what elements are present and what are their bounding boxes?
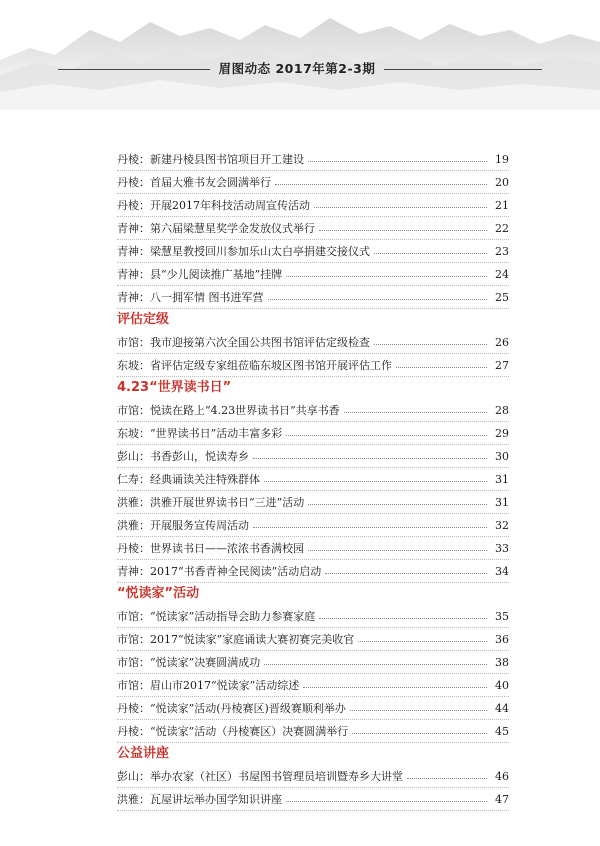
entry-source: 彭山： — [117, 769, 150, 783]
entry-page-number: 47 — [495, 792, 509, 806]
entry-source: 丹棱： — [117, 701, 150, 715]
entry-source: 丹棱： — [117, 724, 150, 738]
dot-leader — [286, 801, 487, 802]
entry-source: 东坡： — [117, 426, 150, 440]
dot-leader — [325, 573, 487, 574]
entry-source: 市馆： — [117, 335, 150, 349]
entry-page-number: 19 — [495, 152, 509, 166]
dot-leader — [350, 710, 487, 711]
entry-source: 彭山： — [117, 449, 150, 463]
toc-entry[interactable] — [117, 674, 509, 697]
entry-page-number: 36 — [495, 632, 509, 646]
dot-leader — [407, 778, 487, 779]
toc-entry[interactable] — [117, 788, 509, 811]
entry-page-number: 34 — [495, 564, 509, 578]
entry-page-number: 45 — [495, 724, 509, 738]
entry-page-number: 44 — [495, 701, 509, 715]
entry-source: 仁寿： — [117, 472, 150, 486]
toc-entry[interactable] — [117, 468, 509, 491]
entry-page-number: 22 — [495, 221, 509, 235]
entry-title: 世界读书日——浓浓书香满校园 — [150, 541, 304, 555]
entry-page-number: 28 — [495, 403, 509, 417]
entry-source: 市馆： — [117, 678, 150, 692]
dot-leader — [314, 207, 487, 208]
toc-entry[interactable] — [117, 491, 509, 514]
entry-title: 开展服务宣传周活动 — [150, 518, 249, 532]
toc-entry[interactable] — [117, 651, 509, 674]
page-header-title: 眉图动态 2017年第2-3期 — [218, 61, 376, 76]
table-of-contents — [117, 148, 509, 811]
entry-source: 市馆： — [117, 403, 150, 417]
entry-source: 青神： — [117, 221, 150, 235]
dot-leader — [264, 664, 487, 665]
dot-leader — [268, 299, 488, 300]
entry-page-number: 38 — [495, 655, 509, 669]
entry-page-number: 33 — [495, 541, 509, 555]
entry-source: 洪雅： — [117, 518, 150, 532]
mountain-banner — [0, 0, 600, 110]
dot-leader — [344, 412, 487, 413]
entry-source: 丹棱： — [117, 541, 150, 555]
entry-title: 瓦屋讲坛举办国学知识讲座 — [150, 792, 282, 806]
toc-entry[interactable] — [117, 171, 509, 194]
toc-entry[interactable] — [117, 605, 509, 628]
entry-source: 丹棱： — [117, 175, 150, 189]
dot-leader — [396, 367, 487, 368]
entry-source: 洪雅： — [117, 495, 150, 509]
entry-title: 第六届梁慧星奖学金发放仪式举行 — [150, 221, 315, 235]
header-rule-left — [58, 69, 210, 70]
entry-source: 东坡： — [117, 358, 150, 372]
dot-leader — [303, 687, 487, 688]
entry-source: 青神： — [117, 290, 150, 304]
dot-leader — [352, 733, 487, 734]
entry-page-number: 23 — [495, 244, 509, 258]
entry-title: “悦读家”决赛圆满成功 — [150, 655, 261, 669]
entry-title: 我市迎接第六次全国公共图书馆评估定级检查 — [150, 335, 370, 349]
toc-entry[interactable] — [117, 354, 509, 377]
toc-entry[interactable] — [117, 148, 509, 171]
entry-page-number: 21 — [495, 198, 509, 212]
entry-source: 青神： — [117, 267, 150, 281]
dot-leader — [275, 184, 487, 185]
entry-page-number: 26 — [495, 335, 509, 349]
entry-source: 市馆： — [117, 632, 150, 646]
entry-page-number: 40 — [495, 678, 509, 692]
toc-entry[interactable] — [117, 399, 509, 422]
entry-title: 2017“书香青神全民阅读”活动启动 — [150, 564, 322, 578]
dot-leader — [286, 276, 487, 277]
entry-page-number: 32 — [495, 518, 509, 532]
entry-source: 市馆： — [117, 655, 150, 669]
entry-title: 眉山市2017“悦读家”活动综述 — [150, 678, 300, 692]
toc-entry[interactable] — [117, 445, 509, 468]
entry-title: 2017“悦读家”家庭诵读大赛初赛完美收官 — [150, 632, 355, 646]
header-rule-right — [384, 69, 542, 70]
section-heading: 评估定级 — [117, 312, 170, 327]
toc-entry[interactable] — [117, 194, 509, 217]
section-heading: “悦读家”活动 — [117, 586, 200, 601]
toc-entry[interactable] — [117, 331, 509, 354]
toc-entry[interactable] — [117, 263, 509, 286]
entry-source: 丹棱： — [117, 152, 150, 166]
entry-page-number: 31 — [495, 472, 509, 486]
entry-source: 丹棱： — [117, 198, 150, 212]
toc-entry[interactable] — [117, 720, 509, 743]
dot-leader — [253, 458, 487, 459]
entry-title: “悦读家”活动指导会助力参赛家庭 — [150, 609, 316, 623]
toc-entry[interactable] — [117, 628, 509, 651]
entry-title: 省评估定级专家组莅临东坡区图书馆开展评估工作 — [150, 358, 392, 372]
entry-title: 开展2017年科技活动周宣传活动 — [150, 198, 310, 212]
toc-entry[interactable] — [117, 514, 509, 537]
toc-entry[interactable] — [117, 240, 509, 263]
entry-source: 市馆： — [117, 609, 150, 623]
entry-title: 县“少儿阅读推广基地”挂牌 — [150, 267, 283, 281]
entry-page-number: 29 — [495, 426, 509, 440]
dot-leader — [319, 618, 487, 619]
entry-title: “世界读书日”活动丰富多彩 — [150, 426, 283, 440]
toc-entry[interactable] — [117, 765, 509, 788]
entry-title: “悦读家”活动(丹棱赛区)晋级赛顺利举办 — [150, 701, 346, 715]
entry-page-number: 25 — [495, 290, 509, 304]
dot-leader — [374, 344, 487, 345]
entry-source: 洪雅： — [117, 792, 150, 806]
dot-leader — [286, 435, 487, 436]
section-heading: 4.23“世界读书日” — [117, 380, 232, 395]
entry-page-number: 31 — [495, 495, 509, 509]
dot-leader — [308, 504, 487, 505]
entry-title: 书香彭山，悦读寿乡 — [150, 449, 249, 463]
entry-page-number: 20 — [495, 175, 509, 189]
dot-leader — [308, 161, 487, 162]
dot-leader — [319, 230, 487, 231]
toc-entry[interactable] — [117, 422, 509, 445]
entry-title: 经典诵读关注特殊群体 — [150, 472, 260, 486]
toc-entry[interactable] — [117, 286, 509, 309]
entry-title: 举办农家（社区）书屋图书管理员培训暨寿乡大讲堂 — [150, 769, 403, 783]
entry-page-number: 30 — [495, 449, 509, 463]
toc-entry[interactable] — [117, 217, 509, 240]
entry-page-number: 46 — [495, 769, 509, 783]
section-heading: 公益讲座 — [117, 746, 170, 761]
entry-source: 青神： — [117, 244, 150, 258]
entry-page-number: 35 — [495, 609, 509, 623]
toc-entry[interactable] — [117, 560, 509, 583]
entry-title: 悦读在路上“4.23世界读书日”共享书香 — [150, 403, 340, 417]
entry-title: 八一拥军情 图书进军营 — [150, 290, 264, 304]
dot-leader — [264, 481, 487, 482]
toc-entry[interactable] — [117, 537, 509, 560]
entry-title: “悦读家”活动（丹棱赛区）决赛圆满举行 — [150, 724, 349, 738]
entry-page-number: 24 — [495, 267, 509, 281]
dot-leader — [374, 253, 487, 254]
entry-page-number: 27 — [495, 358, 509, 372]
dot-leader — [253, 527, 487, 528]
entry-title: 洪雅开展世界读书日“三进”活动 — [150, 495, 305, 509]
entry-source: 青神： — [117, 564, 150, 578]
entry-title: 首届大雅书友会圆满举行 — [150, 175, 271, 189]
toc-entry[interactable] — [117, 697, 509, 720]
dot-leader — [358, 641, 487, 642]
entry-title: 梁慧星教授回川参加乐山太白亭捐建交接仪式 — [150, 244, 370, 258]
entry-title: 新建丹棱县图书馆项目开工建设 — [150, 152, 304, 166]
dot-leader — [308, 550, 487, 551]
